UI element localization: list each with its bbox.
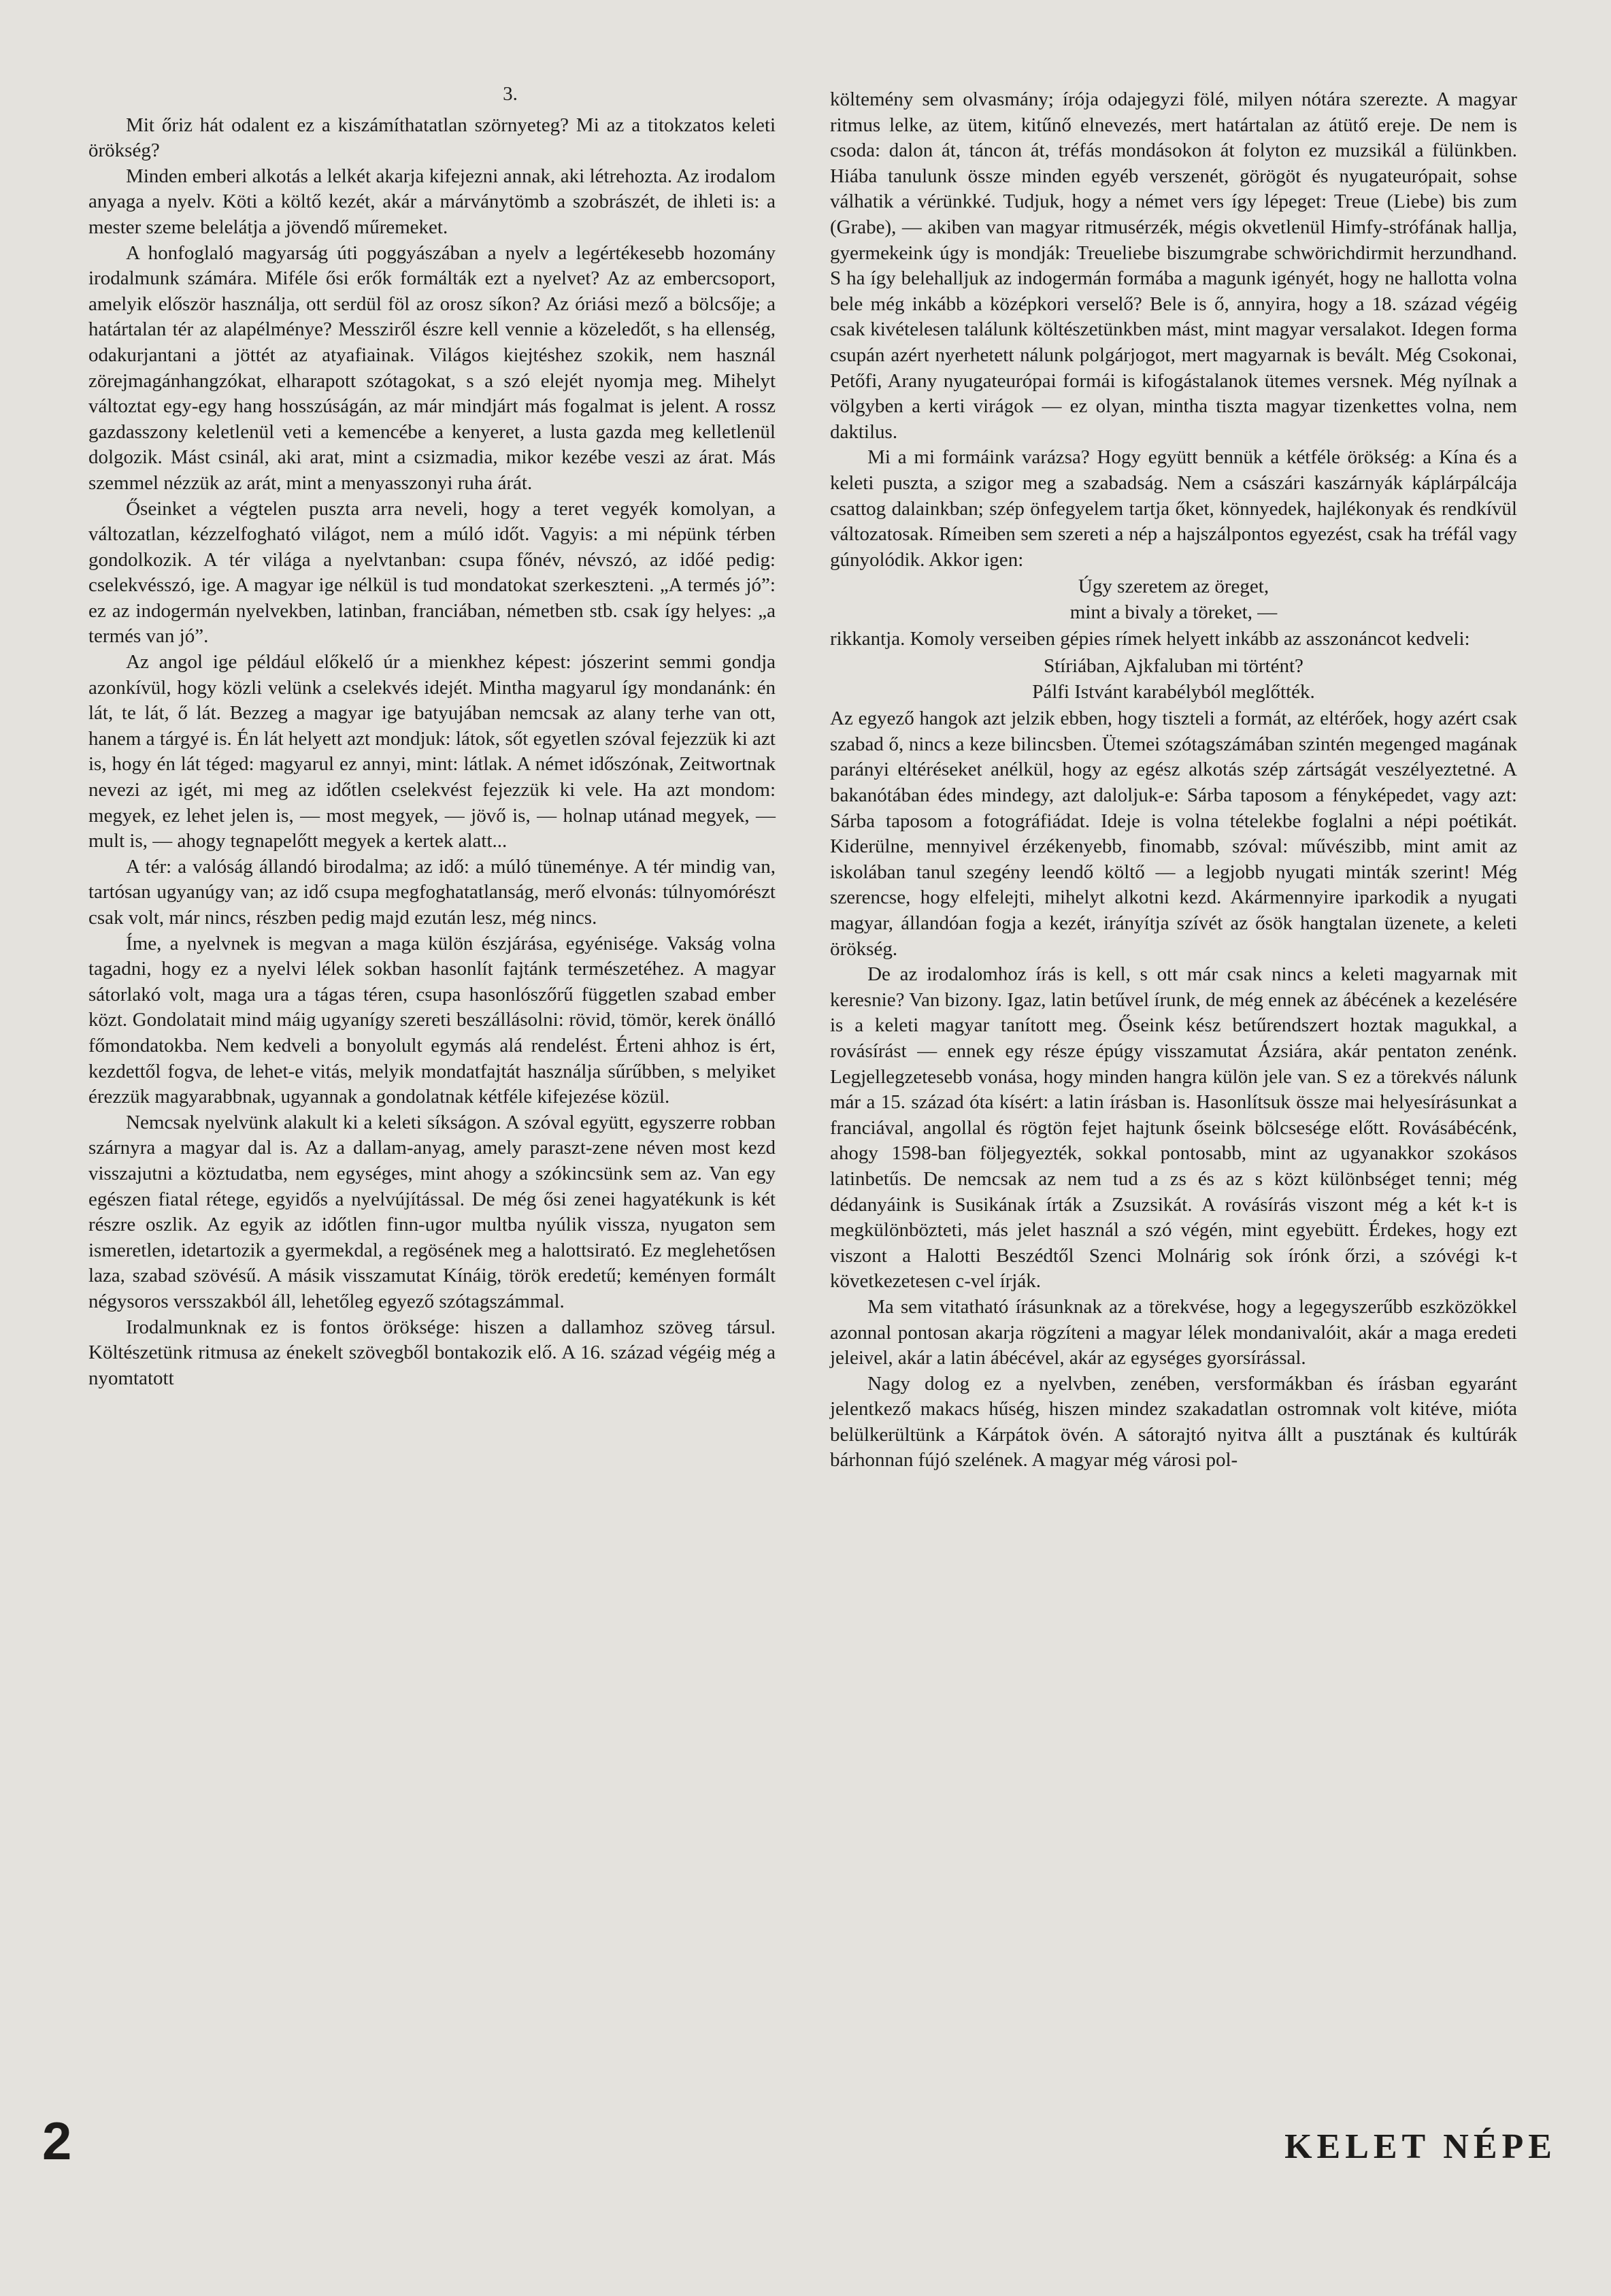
paragraph: Minden emberi alkotás a lelkét akarja kifejezni annak, aki létrehozta. Az irodalom anyaga a nyelv. Köti a költő kezét, akár a márványtömb a szobrászét, de ihleti is: a mester szeme belelátja a jövendő műremeket. [88, 165, 776, 238]
paragraph: Mi a mi formáink varázsa? Hogy együtt bennük a kétféle örökség: a Kína és a keleti puszta, a szigor meg a szabadság. Nem a császári kaszárnyák káplárpálcája csattog dalainkban; szép önfegyelem tartja őket, könnyedek, hajlékonyak és rendkívül változatosak. Rímeiben sem szereti a nép a hajszálpontos egyezést, csak ha tréfál vagy gúnyolódik. Akkor igen: [830, 446, 1517, 571]
paragraph: A tér: a valóság állandó birodalma; az idő: a múló tüneménye. A tér mindig van, tartósan ugyanúgy van; az idő csupa megfoghatatlanság, merő elvonás: túlnyomórészt csak volt, már nincs, részben pedig majd ezután lesz, még nincs. [88, 855, 776, 929]
page-number: 2 [42, 2111, 72, 2171]
section-number: 3. [503, 83, 518, 105]
verse-line: Pálfi Istvánt karabélyból meglőtték. [1032, 680, 1315, 703]
verse-quote-1 [830, 574, 1517, 625]
paragraph: Mit őriz hát odalent ez a kiszámíthatatlan szörnyeteg? Mi az a titokzatos keleti örökség? [88, 114, 776, 162]
right-column [830, 87, 1517, 1474]
masthead: KELET NÉPE [1284, 2127, 1557, 2166]
verse-line: Stíriában, Ajkfaluban mi történt? [1044, 655, 1303, 678]
paragraph: Nemcsak nyelvünk alakult ki a keleti síkságon. A szóval együtt, egyszerre robban szárnyra a magyar dal is. Az a dallam-anyag, amely paraszt-zene néven most kezd visszajutni a köztudatba, nem egységes, mint ahogy a szókincsünk sem az. Van egy egészen fiatal rétege, egyidős a nyelvújítással. De még ősi zenei hagyatékunk is két részre oszlik. Az egyik az időtlen finn-ugor multba nyúlik vissza, nyugaton sem ismeretlen, idetartozik a gyermekdal, a regösének meg a halottsirató. Ez meglehetősen laza, szabad szövésű. A másik visszamutat Kínáig, török eredetű; keményen formált négysoros versszakból áll, lehetőleg egyező szótagszámmal. [88, 1111, 776, 1312]
paragraph: A honfoglaló magyarság úti poggyászában a nyelv a legértékesebb hozomány irodalmunk számára. Miféle ősi erők formálták ezt a nyelvet? Az az embercsoport, amelyik először használja, ott serdül föl az orosz síkon? Az óriási mező a bölcsője; a határtalan tér az alapélménye? Messziről észre kell vennie a közeledőt, s ha ellenség, odakurjantani a jöttét az atyafiainak. Világos kiejtéshez szokik, nem használ zörejmagánhangzókat, elharapott szótagokat, s a szó elejét nyomja meg. Mihelyt változtat egy-egy hang hosszúságán, az már mindjárt más fogalmat is jelent. A rossz gazdasszony keletlenül veti a kemencébe a kenyeret, a lusta gazda meg kelletlenül dolgozik. Mást csinál, aki arat, mint a csizmadia, mikor kezébe veszi az árat. Más szemmel nézzük az arát, mint a menyasszonyi ruha árát. [88, 242, 776, 494]
paragraph: Nagy dolog ez a nyelvben, zenében, versformákban és írásban egyaránt jelentkező makacs hűség, hiszen mindez szakadatlan ostromnak volt kitéve, mióta belülkerültünk a Kárpátok övén. A sátorajtó nyitva állt a pusztának és kultúrák bárhonnan fújó szelének. A magyar még városi pol- [830, 1372, 1517, 1471]
paragraph: Ma sem vitatható írásunknak az a törekvése, hogy a legegyszerűbb eszközökkel azonnal pontosan akarja rögzíteni a magyar lélek mondanivalóit, akár a maga eredeti jeleivel, akár a latin ábécével, akár az egységes gyorsírással. [830, 1295, 1517, 1369]
verse-quote-2 [830, 654, 1517, 705]
paragraph: Őseinket a végtelen puszta arra neveli, hogy a teret vegyék komolyan, a változatlan, kézzelfogható világot, nem a múló időt. Vagyis: a mi népünk térben gondolkozik. A tér világa a nyelvtanban: csupa főnév, névszó, az időé pedig: cselekvésszó, ige. A magyar ige nélkül is tud mondatokat szerkeszteni. „A termés jó”: ez az indogermán nyelvekben, latinban, franciában, németben stb. csak így helyes: „a termés van jó”. [88, 497, 776, 648]
paragraph: Irodalmunknak ez is fontos öröksége: hiszen a dallamhoz szöveg társul. Költészetünk ritmusa az énekelt szövegből bontakozik elő. A 16. század végéig még a nyomtatott [88, 1316, 776, 1389]
paragraph-continued: Az egyező hangok azt jelzik ebben, hogy tiszteli a formát, az eltérőek, hogy azért csak szabad ő, nincs a keze bilincsben. Ütemei szótagszámában szintén megenged magának parányi eltéréseket anélkül, hogy az egész alkotás szép zártságát veszélyeztetné. A bakanótában édes mindegy, azt daloljuk-e: Sárba taposom a fényképedet, vagy azt: Sárba taposom a fotográfiádat. Ideje is volna tételekbe foglalni a népi poétikát. Kiderülne, mennyivel érzékenyebb, finomabb, szóval: művészibb, mint amit az iskolában tanul szegény leendő költő — a legjobb nyugati minták szerint! Még szerencse, hogy elfelejti, mihelyt alkotni kezd. Akármennyire iparkodik a nyugati magyar, állandóan fogja a kezét, irányítja szívét az ősök hangtalan üzenete, a keleti örökség. [830, 708, 1517, 960]
paragraph: De az irodalomhoz írás is kell, s ott már csak nincs a keleti magyarnak mit keresnie? Van bizony. Igaz, latin betűvel írunk, de még ennek az ábécének a kezelésére is a keleti magyar tanított meg. Őseink kész betűrendszert hoztak magukkal, a rovásírást — ennek egy része épúgy visszamutat Ázsiára, akár pentaton zenénk. Legjellegzetesebb vonása, hogy minden hangra külön jele van. S ez a törekvés nálunk már a 15. század óta kísért: a latin írásban is. Hasonlítsuk össze mai helyesírásunkat a franciával, angollal és rögtön fejet hajtunk őseink bölcsesége előtt. Rovásábécénk, ahogy 1598-ban följegyezték, sokkal pontosabb, mint az ugyanakkor szokásos latinbetűs. De nemcsak az nem tud a zs és az s közt különbséget tenni; még dédanyáink is Susikának írták a Zsuzsikát. A rovásírás viszont még a két k-t is megkülönbözteti, más jelet használ a szó végén, mint egyebütt. Érdekes, hogy ezt viszont a Halotti Beszédtől Szenci Molnárig sok írónk őrzi, a szóvégi k-t következetesen c-vel írják. [830, 963, 1517, 1293]
paragraph-continued: rikkantja. Komoly verseiben gépies rímek helyett inkább az asszonáncot kedveli: [830, 628, 1470, 650]
verse-line: mint a bivaly a töreket, — [1069, 601, 1278, 623]
paragraph: Íme, a nyelvnek is megvan a maga külön észjárása, egyénisége. Vakság volna tagadni, hogy ez a nyelvi lélek sokban hasonlít fajtánk természetéhez. A magyar sátorlakó volt, maga ura a tágas téren, csupa hasonlószőrű független szabad ember közt. Gondolatait mind máig ugyanígy szereti beszállásolni: rövid, tömör, kerek önálló főmondatokba. Nem kedveli a bonyolult egymás alá rendelést. Érteni ahhoz is ért, kezdettől fogva, de lehet-e vitás, melyik mondatfajtát használja sűrűbben, s melyiket érezzük magyarabbnak, ugyannak a gondolatnak kétféle kifejezése közül. [88, 932, 776, 1108]
paragraph-continued: költemény sem olvasmány; írója odajegyzi fölé, milyen nótára szerezte. A magyar ritmus lelke, az ütem, kitűnő elnevezés, mert határtalan az átütő ereje. De nem is csoda: dalon át, táncon át, tréfás mondásokon át folyton ez muzsikál a fülünkben. Hiába tanulunk össze minden egyéb verszenét, görögöt és nyugateurópait, sohse válhatik a vérünkké. Tudjuk, hogy a német vers így lépeget: Treue (Liebe) bis zum (Grabe), — akiben van magyar ritmusérzék, mégis okvetlenül Himfy-strófának hallja, gyermekeink úgy is mondják: Treueliebe biszumgrabe schwörichdirmit herzundhand. S ha így belehalljuk az indogermán formába a magunk igényét, hogy ne hallotta volna bele még inkább a középkori verselő? Bele is ő, annyira, hogy a 18. század végéig csak kivételesen találunk költészetünkben mást, mint magyar versalakot. Idegen forma csupán azért nyerhetett nálunk polgárjogot, mert magyarnak is bevált. Még Csokonai, Petőfi, Arany nyugateurópai formái is kifogástalanok ütemes versnek. Még nyílnak a völgyben a kerti virágok — ez olyan, mintha tiszta magyar tizenkettes volna, nem daktilus. [830, 88, 1517, 443]
verse-line: Úgy szeretem az öreget, [1078, 576, 1269, 598]
paragraph: Az angol ige például előkelő úr a mienkhez képest: jószerint semmi gondja azonkívül, hogy közli velünk a cselekvés idejét. Mintha magyarul így mondanánk: én lát, te lát, ő lát. Bezzeg a magyar ige batyujában nemcsak az alany terhe van ott, hanem a tárgyé is. Én lát helyett azt mondjuk: látok, sőt egyetlen szóval fejezzük ki azt is, hogy én lát téged: magyarul ez annyi, mint: látlak. A német időszónak, Zeitwortnak nevezi az igét, mi meg az időtlen cselekvést fejezzük ki vele. Ha azt mondom: megyek, ez lehet jelen is, — most megyek, — jövő is, — holnap utánad megyek, — mult is, — ahogy tegnapelőtt megyek a kertek alatt... [88, 651, 776, 852]
left-column [88, 82, 776, 1391]
